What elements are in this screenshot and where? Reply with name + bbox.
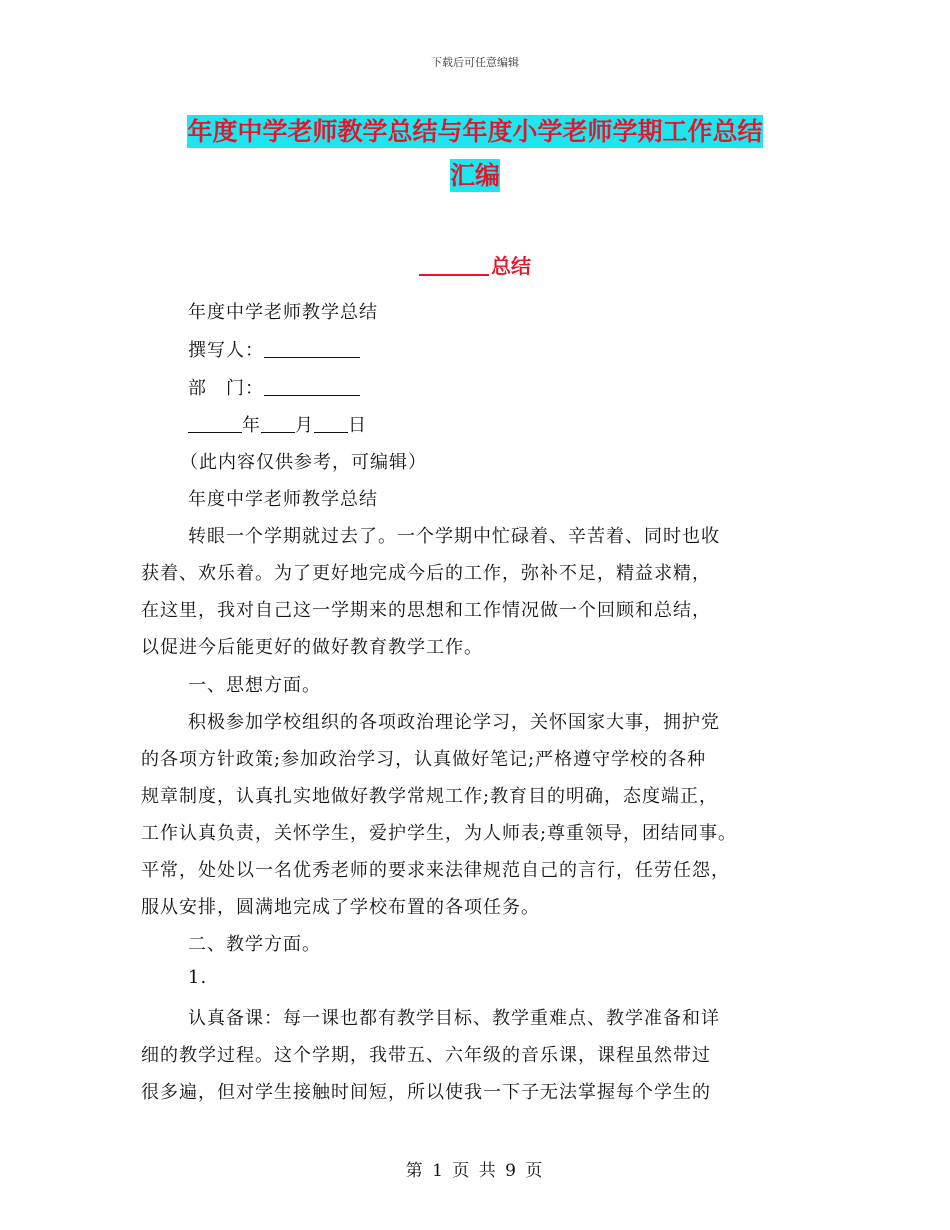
paragraph-line: 规章制度，认真扎实地做好教学常规工作;教育目的明确，态度端正， [141, 786, 719, 807]
doc-name-repeat: 年度中学老师教学总结 [188, 489, 378, 510]
doc-name: 年度中学老师教学总结 [188, 302, 378, 323]
paragraph-line: 在这里，我对自己这一学期来的思想和工作情况做一个回顾和总结， [141, 600, 711, 621]
year-blank [188, 418, 242, 433]
paragraph-line: 的各项方针政策;参加政治学习，认真做好笔记;严格遵守学校的各种 [141, 749, 707, 770]
date-field: 年 月 日 [188, 411, 367, 437]
paragraph-line: 细的教学过程。这个学期，我带五、六年级的音乐课，课程虽然带过 [141, 1045, 711, 1066]
document-title-line-2: 汇编 [449, 161, 500, 190]
section-subtitle: 总结 [0, 250, 950, 279]
paragraph-line: 平常，处处以一名优秀老师的要求来法律规范自己的言行，任劳任怨， [141, 860, 730, 881]
author-field: 撰写人： [188, 336, 360, 362]
paragraph-line: 服从安排，圆满地完成了学校布置的各项任务。 [141, 897, 540, 918]
month-blank [261, 418, 295, 433]
dept-field: 部 门： [188, 374, 360, 400]
paragraph-line: 以促进今后能更好的做好教育教学工作。 [141, 637, 483, 658]
paragraph-line: 认真备课：每一课也都有教学目标、教学重难点、教学准备和详 [188, 1008, 720, 1029]
section-heading-thought: 一、思想方面。 [188, 675, 321, 696]
page-header: 下载后可任意编辑 [431, 56, 519, 69]
list-number: 1. [188, 967, 208, 988]
paragraph-line: 转眼一个学期就过去了。一个学期中忙碌着、辛苦着、同时也收 [188, 526, 720, 547]
paragraph-line: 获着、欢乐着。为了更好地完成今后的工作，弥补不足，精益求精， [141, 563, 711, 584]
paragraph-line: 积极参加学校组织的各项政治理论学习，关怀国家大事，拥护党 [188, 712, 720, 733]
day-blank [314, 418, 348, 433]
section-heading-teaching: 二、教学方面。 [188, 934, 321, 955]
paragraph-line: 工作认真负责，关怀学生，爱护学生，为人师表;尊重领导，团结同事。 [141, 823, 738, 844]
subtitle-blank-line [419, 274, 489, 276]
dept-blank [264, 381, 360, 396]
author-blank [264, 343, 360, 358]
paragraph-line: 很多遍，但对学生接触时间短，所以使我一下子无法掌握每个学生的 [141, 1082, 711, 1103]
page-footer: 第 1 页 共 9 页 [405, 1161, 545, 1181]
editable-note: （此内容仅供参考，可编辑） [180, 452, 427, 473]
document-title-line-1: 年度中学老师教学总结与年度小学老师学期工作总结 [187, 117, 763, 146]
